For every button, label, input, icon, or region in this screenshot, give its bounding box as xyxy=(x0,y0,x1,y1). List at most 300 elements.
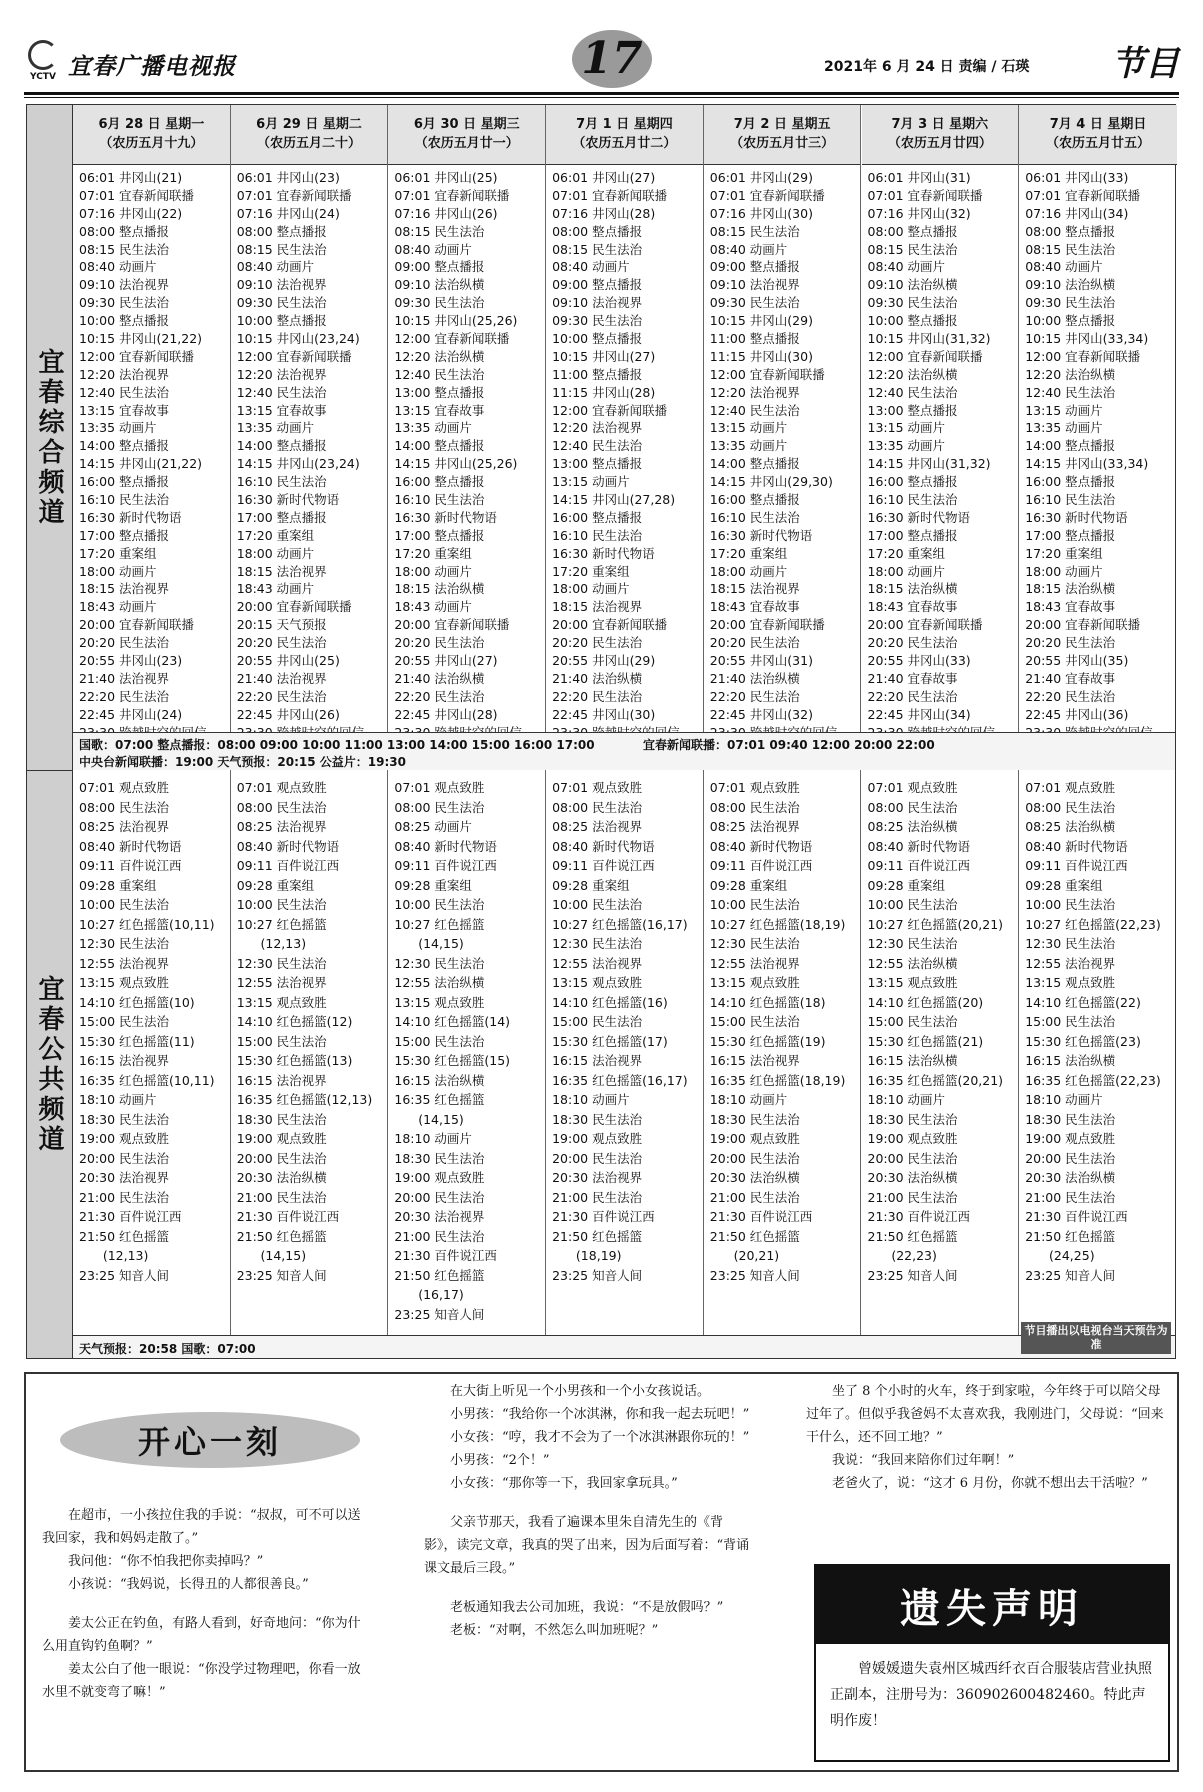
program-item: 13:15 观点致胜 xyxy=(1025,975,1116,990)
program-item: 12:30 民生法治 xyxy=(79,936,169,951)
program-item: 13:15 动画片 xyxy=(1025,402,1103,418)
program-item: 15:00 民生法治 xyxy=(1025,1014,1116,1029)
program-item: 08:40 新时代物语 xyxy=(552,838,655,854)
program-item: 20:00 宜春新闻联播 xyxy=(709,617,825,633)
program-item: 08:15 民生法治 xyxy=(709,223,800,239)
program-item: 06:01 井冈山(25) xyxy=(394,170,498,185)
program-item: 08:25 动画片 xyxy=(394,819,472,834)
program-item: 20:20 民生法治 xyxy=(867,635,958,651)
program-item: 08:00 民生法治 xyxy=(709,799,800,815)
program-item: 13:15 观点致胜 xyxy=(552,975,643,990)
program-item: 19:00 观点致胜 xyxy=(552,1131,643,1146)
program-item: 12:00 宜春新闻联播 xyxy=(709,366,825,382)
program-item: 10:27 红色摇篮(22,23) xyxy=(1025,916,1161,932)
program-item: 14:00 整点播报 xyxy=(709,456,800,472)
program-item: 06:01 井冈山(21) xyxy=(79,170,183,185)
program-item: 14:10 红色摇篮(12) xyxy=(236,1014,353,1029)
program-item: 09:30 民生法治 xyxy=(552,313,643,329)
program-item: 18:30 民生法治 xyxy=(394,1150,485,1166)
program-item: 21:50 红色摇篮 xyxy=(709,1228,800,1244)
program-item: 20:55 井冈山(23) xyxy=(79,653,183,669)
program-item: 07:01 宜春新闻联播 xyxy=(867,187,983,203)
program-item: 18:00 动画片 xyxy=(394,563,472,579)
program-item: 07:01 宜春新闻联播 xyxy=(552,187,668,203)
channel1-notes xyxy=(73,732,1175,770)
program-item: 14:00 整点播报 xyxy=(1025,438,1116,454)
program-item: 08:40 新时代物语 xyxy=(394,838,497,854)
channel2-notes xyxy=(73,1324,1175,1358)
joke-paragraph: 小女孩：“哼，我才不会为了一个冰淇淋跟你玩的！” xyxy=(450,1430,750,1445)
program-item: 13:15 观点致胜 xyxy=(709,975,800,990)
program-item: 14:15 井冈山(33,34) xyxy=(1025,456,1149,472)
program-item: 08:40 新时代物语 xyxy=(236,838,340,854)
program-item: 09:28 重案组 xyxy=(79,877,157,893)
program-item: 21:40 法治纵横 xyxy=(552,670,643,686)
program-item: 12:00 宜春新闻联播 xyxy=(552,402,668,418)
joke-paragraph: 父亲节那天，我看了遍课本里朱自清先生的《背影》，读完文章，我真的哭了出来，因为后面写着：“背诵课文最后三段。” xyxy=(424,1515,750,1576)
program-item: 20:00 宜春新闻联播 xyxy=(79,617,194,633)
program-item: 20:15 天气预报 xyxy=(236,617,327,633)
program-list xyxy=(394,778,543,1324)
day-lunar: （农历五月廿二） xyxy=(572,136,677,151)
program-item: 09:00 整点播报 xyxy=(394,259,485,275)
program-item: 20:00 民生法治 xyxy=(709,1150,800,1166)
program-item: 09:11 百件说江西 xyxy=(1025,858,1128,873)
program-item: 16:15 法治视界 xyxy=(236,1072,327,1088)
program-item: 08:25 法治视界 xyxy=(236,819,327,834)
program-item: 10:00 民生法治 xyxy=(394,897,485,912)
program-list xyxy=(237,169,386,742)
program-item: 08:00 整点播报 xyxy=(867,223,958,239)
program-item: 09:28 重案组 xyxy=(552,877,630,893)
program-item: 07:01 观点致胜 xyxy=(79,780,169,795)
program-item: 12:20 法治视界 xyxy=(709,384,800,400)
program-item: 16:10 民生法治 xyxy=(79,492,169,508)
program-item: 22:45 井冈山(30) xyxy=(552,706,656,722)
program-item: 18:30 民生法治 xyxy=(1025,1111,1116,1127)
program-item: 09:28 重案组 xyxy=(867,877,945,893)
program-list xyxy=(237,778,386,1285)
program-item: 20:00 民生法治 xyxy=(552,1150,643,1166)
program-item: 12:40 民生法治 xyxy=(394,366,485,382)
program-item: 07:01 宜春新闻联播 xyxy=(394,187,510,203)
program-item: 22:45 井冈山(26) xyxy=(236,706,340,722)
program-item: 12:55 法治视界 xyxy=(1025,955,1116,971)
program-item: 13:15 观点致胜 xyxy=(236,994,327,1010)
program-item: 21:30 百件说江西 xyxy=(394,1248,497,1263)
program-item: 13:15 动画片 xyxy=(709,420,788,436)
program-item: 15:00 民生法治 xyxy=(79,1014,169,1029)
program-item: 21:40 法治视界 xyxy=(236,670,327,686)
day-lunar: （农历五月十九） xyxy=(99,136,204,151)
program-item: 15:30 红色摇篮(23) xyxy=(1025,1033,1141,1049)
program-item: 07:16 井冈山(24) xyxy=(236,205,340,221)
program-item: 12:40 民生法治 xyxy=(709,402,800,418)
humor-column-3 xyxy=(806,1380,1168,1495)
program-item: 21:00 民生法治 xyxy=(867,1189,958,1205)
program-item: 08:40 动画片 xyxy=(867,259,945,275)
program-item: 16:00 整点播报 xyxy=(867,474,958,490)
notes-line-1: 国歌：07:00 整点播报：08:00 09:00 10:00 11:00 13:00 14:00 15:00 16:00 17:00 xyxy=(79,738,595,752)
program-item: 09:10 法治纵横 xyxy=(867,277,958,293)
humor-title: 开心一刻 xyxy=(60,1412,360,1468)
program-item: 12:20 法治纵横 xyxy=(394,348,485,364)
day-date: 6月 28 日 星期一 xyxy=(98,117,205,132)
program-item: 18:00 动画片 xyxy=(867,563,945,579)
program-item: 08:40 新时代物语 xyxy=(1025,838,1128,854)
program-item: 19:00 观点致胜 xyxy=(709,1131,800,1146)
program-item: 20:00 宜春新闻联播 xyxy=(867,617,983,633)
program-item: 22:45 井冈山(24) xyxy=(79,706,183,722)
program-item: 13:35 动画片 xyxy=(394,420,472,436)
program-item: 09:10 法治视界 xyxy=(79,277,169,293)
program-item: 16:00 整点播报 xyxy=(394,474,485,490)
program-item: 15:30 红色摇篮(15) xyxy=(394,1053,511,1068)
program-item: 22:45 井冈山(34) xyxy=(867,706,971,722)
program-item: 14:10 红色摇篮(18) xyxy=(709,994,826,1010)
page-number: 17 xyxy=(572,30,652,88)
lost-notice-title: 遗失声明 xyxy=(816,1566,1168,1644)
paper-name: 宜春广播电视报 xyxy=(68,53,236,80)
program-item: 07:01 宜春新闻联播 xyxy=(79,187,194,203)
program-item: 07:01 观点致胜 xyxy=(236,780,327,795)
program-item: 18:30 民生法治 xyxy=(236,1111,327,1127)
program-item: 20:00 宜春新闻联播 xyxy=(394,617,510,633)
program-item: 11:15 井冈山(30) xyxy=(709,348,813,364)
program-item: 07:01 宜春新闻联播 xyxy=(709,187,825,203)
program-item: 23:25 知音人间 xyxy=(394,1306,485,1322)
program-item: 18:15 法治视界 xyxy=(552,599,643,615)
program-item: 14:10 红色摇篮(16) xyxy=(552,994,668,1010)
program-item: 21:50 红色摇篮 xyxy=(394,1267,485,1283)
program-item: 13:15 宜春故事 xyxy=(79,402,169,418)
program-item: 21:50 红色摇篮 xyxy=(552,1228,643,1244)
joke-paragraph: 小女孩：“那你等一下，我回家拿玩具。” xyxy=(450,1476,678,1491)
program-item: 08:25 法治纵横 xyxy=(1025,819,1116,834)
program-item: 17:00 整点播报 xyxy=(867,527,958,543)
program-item: 17:20 重案组 xyxy=(236,527,315,543)
program-item: 17:20 重案组 xyxy=(394,545,472,561)
channel-label-2: 宜春公共频道 xyxy=(27,770,73,1358)
program-item: 10:00 整点播报 xyxy=(79,313,169,329)
program-item: (12,13) xyxy=(236,936,307,951)
program-item: 10:00 整点播报 xyxy=(236,313,327,329)
program-list xyxy=(1025,169,1175,742)
program-item: 12:20 法治纵横 xyxy=(1025,366,1116,382)
program-item: 12:30 民生法治 xyxy=(867,936,958,951)
program-item: 12:55 法治纵横 xyxy=(867,955,958,971)
program-item: 14:10 红色摇篮(10) xyxy=(79,994,195,1010)
bottom-section xyxy=(24,1372,1179,1772)
lost-notice xyxy=(814,1564,1170,1762)
program-item: 07:16 井冈山(32) xyxy=(867,205,971,221)
program-item: 10:15 井冈山(33,34) xyxy=(1025,331,1149,347)
program-item: 16:10 民生法治 xyxy=(1025,492,1116,508)
program-item: 16:15 法治视界 xyxy=(79,1053,169,1068)
program-item: 17:20 重案组 xyxy=(1025,545,1103,561)
joke-paragraph: 在超市，一小孩拉住我的手说：“叔叔，可不可以送我回家，我和妈妈走散了。” xyxy=(42,1508,361,1546)
program-item: 21:00 民生法治 xyxy=(1025,1189,1116,1205)
program-item: 10:00 民生法治 xyxy=(867,897,958,912)
program-item: 06:01 井冈山(31) xyxy=(867,170,971,185)
program-item: 20:00 民生法治 xyxy=(236,1150,327,1166)
program-item: 10:15 井冈山(31,32) xyxy=(867,331,991,347)
program-item: 23:25 知音人间 xyxy=(867,1267,958,1283)
program-item: 09:11 百件说江西 xyxy=(236,858,340,873)
program-item: 20:00 宜春新闻联播 xyxy=(552,617,668,633)
program-item: 15:30 红色摇篮(11) xyxy=(79,1033,195,1049)
program-item: 10:15 井冈山(23,24) xyxy=(236,331,360,347)
day-column xyxy=(388,770,546,1335)
joke-paragraph: 坐了 8 个小时的火车，终于到家啦，今年终于可以陪父母过年了。但似乎我爸妈不太喜欢我，我刚进门，父母说：“回来干什么，还不回工地？” xyxy=(806,1384,1164,1445)
program-list xyxy=(710,778,859,1285)
program-item: 16:00 整点播报 xyxy=(552,509,643,525)
program-item: 17:20 重案组 xyxy=(79,545,157,561)
program-item: 14:15 井冈山(21,22) xyxy=(79,456,203,472)
program-item: 09:11 百件说江西 xyxy=(552,858,655,873)
header-rule xyxy=(24,92,1179,95)
program-item: 10:27 红色摇篮 xyxy=(394,916,485,932)
program-item: 10:00 民生法治 xyxy=(709,897,800,912)
program-item: 20:55 井冈山(35) xyxy=(1025,653,1129,669)
program-item: 19:00 观点致胜 xyxy=(236,1131,327,1146)
program-item: 10:27 红色摇篮(10,11) xyxy=(79,916,215,932)
program-item: (14,15) xyxy=(394,936,464,951)
program-item: 07:16 井冈山(22) xyxy=(79,205,183,221)
joke-paragraph: 姜太公正在钓鱼，有路人看到，好奇地问：“你为什么用直钩钓鱼啊？” xyxy=(42,1616,361,1654)
day-lunar: （农历五月廿三） xyxy=(730,136,835,151)
program-item: 10:15 井冈山(27) xyxy=(552,348,656,364)
day-lunar: （农历五月二十） xyxy=(257,136,362,151)
program-list xyxy=(552,169,701,742)
program-item: 08:25 法治视界 xyxy=(79,819,169,834)
program-item: 21:50 红色摇篮 xyxy=(79,1228,169,1244)
program-item: 12:30 民生法治 xyxy=(1025,936,1116,951)
program-item: 12:55 法治视界 xyxy=(709,955,800,971)
program-item: 16:10 民生法治 xyxy=(394,492,485,508)
day-header xyxy=(388,105,545,165)
program-item: 18:43 动画片 xyxy=(394,599,472,615)
program-item: 21:40 宜春故事 xyxy=(867,670,958,686)
program-item: 12:00 宜春新闻联播 xyxy=(867,348,983,364)
program-item: 08:40 动画片 xyxy=(79,259,157,275)
program-item: 07:16 井冈山(30) xyxy=(709,205,813,221)
program-item: 16:35 红色摇篮(16,17) xyxy=(552,1072,688,1088)
program-item: 18:30 民生法治 xyxy=(552,1111,643,1127)
program-item: 09:30 民生法治 xyxy=(1025,295,1116,311)
program-item: 08:15 民生法治 xyxy=(79,241,169,257)
program-item: 08:15 民生法治 xyxy=(1025,241,1116,257)
program-item: 13:00 整点播报 xyxy=(867,402,958,418)
program-item: 20:55 井冈山(33) xyxy=(867,653,971,669)
program-item: 09:30 民生法治 xyxy=(79,295,169,311)
program-item: 16:15 法治纵横 xyxy=(867,1053,958,1068)
program-item: 18:10 动画片 xyxy=(79,1092,157,1107)
header-rule-thin xyxy=(24,97,1179,98)
program-item: 21:30 百件说江西 xyxy=(1025,1209,1128,1224)
program-item: 23:25 知音人间 xyxy=(79,1267,169,1283)
day-header xyxy=(73,105,230,165)
program-item: 20:30 法治纵横 xyxy=(709,1170,800,1185)
program-item: 09:11 百件说江西 xyxy=(79,858,182,873)
program-item: 07:16 井冈山(26) xyxy=(394,205,498,221)
program-item: 18:15 法治纵横 xyxy=(1025,581,1116,597)
program-list xyxy=(868,169,1017,742)
program-item: 09:11 百件说江西 xyxy=(867,858,970,873)
program-item: 22:45 井冈山(32) xyxy=(709,706,813,722)
program-item: 20:00 宜春新闻联播 xyxy=(236,599,352,615)
program-item: 07:01 观点致胜 xyxy=(867,780,958,795)
joke-paragraph: 姜太公白了他一眼说：“你没学过物理吧，你看一放水里不就变弯了嘛！” xyxy=(42,1662,361,1700)
program-item: 13:35 动画片 xyxy=(236,420,315,436)
notes-ch2: 天气预报：20:58 国歌：07:00 xyxy=(79,1342,256,1356)
program-item: 09:10 法治视界 xyxy=(552,295,643,311)
program-item: 10:27 红色摇篮(18,19) xyxy=(709,916,846,932)
program-item: 15:00 民生法治 xyxy=(709,1014,800,1029)
program-item: 20:00 民生法治 xyxy=(1025,1150,1116,1166)
program-item: 18:00 动画片 xyxy=(236,545,315,561)
program-item: 18:15 法治视界 xyxy=(709,581,800,597)
program-item: 09:10 法治视界 xyxy=(709,277,800,293)
program-item: (12,13) xyxy=(79,1248,149,1263)
program-item: 08:40 新时代物语 xyxy=(709,838,813,854)
program-item: 12:20 法治视界 xyxy=(552,420,643,436)
joke-paragraph: 老爸火了，说：“这才 6 月份，你就不想出去干活啦？” xyxy=(832,1476,1148,1491)
program-item: 18:30 民生法治 xyxy=(709,1111,800,1127)
program-item: 21:30 百件说江西 xyxy=(552,1209,655,1224)
program-item: 08:15 民生法治 xyxy=(236,241,327,257)
program-item: 21:00 民生法治 xyxy=(552,1189,643,1205)
program-item: 22:20 民生法治 xyxy=(552,688,643,704)
lost-notice-body: 曾媛媛遗失袁州区城西纤衣百合服装店营业执照正副本，注册号为：360902600482460。特此声明作废！ xyxy=(830,1661,1152,1729)
program-item: (20,21) xyxy=(709,1248,780,1263)
program-item: 18:43 宜春故事 xyxy=(867,599,958,615)
program-item: (22,23) xyxy=(867,1248,937,1263)
program-item: 18:10 动画片 xyxy=(867,1092,945,1107)
program-item: 21:50 红色摇篮 xyxy=(236,1228,327,1244)
program-item: 13:35 动画片 xyxy=(1025,420,1103,436)
program-item: 09:28 重案组 xyxy=(709,877,788,893)
program-item: 19:00 观点致胜 xyxy=(1025,1131,1116,1146)
program-item: 15:30 红色摇篮(19) xyxy=(709,1033,826,1049)
program-item: 09:28 重案组 xyxy=(394,877,472,893)
program-item: 22:45 井冈山(36) xyxy=(1025,706,1129,722)
program-item: 08:00 民生法治 xyxy=(1025,799,1116,815)
program-item: 17:00 整点播报 xyxy=(394,527,485,543)
program-item: 15:30 红色摇篮(13) xyxy=(236,1053,353,1068)
program-item: 09:10 法治视界 xyxy=(236,277,327,293)
day-lunar: （农历五月廿四） xyxy=(887,136,992,151)
program-item: 13:15 观点致胜 xyxy=(867,975,958,990)
program-item: 09:30 民生法治 xyxy=(867,295,958,311)
program-item: 09:30 民生法治 xyxy=(394,295,485,311)
program-item: 15:00 民生法治 xyxy=(394,1033,485,1049)
program-item: 16:10 民生法治 xyxy=(867,492,958,508)
program-item: 08:00 民生法治 xyxy=(867,799,958,815)
program-item: 18:15 法治纵横 xyxy=(394,581,485,597)
program-item: 08:25 法治视界 xyxy=(709,819,800,834)
program-item: 20:00 民生法治 xyxy=(867,1150,958,1166)
program-item: 15:30 红色摇篮(17) xyxy=(552,1033,668,1049)
program-item: 10:15 井冈山(29) xyxy=(709,313,813,329)
program-item: 12:20 法治视界 xyxy=(79,366,169,382)
program-item: 12:30 民生法治 xyxy=(552,936,643,951)
program-item: 22:20 民生法治 xyxy=(236,688,327,704)
joke-paragraph: 我说：“我回来陪你们过年啊！” xyxy=(832,1453,1015,1468)
program-item: 13:00 整点播报 xyxy=(394,384,485,400)
program-item: 20:20 民生法治 xyxy=(79,635,169,651)
program-item: 20:00 宜春新闻联播 xyxy=(1025,617,1141,633)
day-header xyxy=(231,105,388,165)
program-item: 07:01 观点致胜 xyxy=(1025,780,1116,795)
day-column xyxy=(231,105,389,732)
program-item: 16:30 新时代物语 xyxy=(1025,509,1128,525)
program-item: 23:25 知音人间 xyxy=(1025,1267,1116,1283)
program-item: 10:00 整点播报 xyxy=(552,331,643,347)
program-item: 08:40 新时代物语 xyxy=(79,838,182,854)
program-item: 21:30 百件说江西 xyxy=(709,1209,813,1224)
program-item: 16:30 新时代物语 xyxy=(709,527,813,543)
program-item: 16:30 新时代物语 xyxy=(552,545,655,561)
program-item: 10:27 红色摇篮 xyxy=(236,916,327,932)
joke-paragraph: 我问他：“你不怕我把你卖掉吗？” xyxy=(68,1554,264,1569)
program-item: 12:40 民生法治 xyxy=(1025,384,1116,400)
program-item: 08:40 动画片 xyxy=(709,241,788,257)
program-item: 08:00 民生法治 xyxy=(79,799,169,815)
day-column xyxy=(546,770,704,1335)
program-item: 19:00 观点致胜 xyxy=(867,1131,958,1146)
program-item: 07:01 宜春新闻联播 xyxy=(236,187,352,203)
program-item: 22:20 民生法治 xyxy=(79,688,169,704)
program-item: 23:25 知音人间 xyxy=(709,1267,800,1283)
program-item: 17:20 重案组 xyxy=(709,545,788,561)
program-item: 18:15 法治视界 xyxy=(236,563,327,579)
program-item: 10:15 井冈山(25,26) xyxy=(394,313,518,329)
program-item: 14:15 井冈山(23,24) xyxy=(236,456,360,472)
program-item: 10:27 红色摇篮(16,17) xyxy=(552,916,688,932)
program-item: 16:30 新时代物语 xyxy=(79,509,182,525)
program-item: 21:00 民生法治 xyxy=(79,1189,169,1205)
program-item: 12:30 民生法治 xyxy=(394,955,485,971)
program-item: 12:30 民生法治 xyxy=(709,936,800,951)
program-item: 19:00 观点致胜 xyxy=(394,1170,485,1185)
program-item: 13:35 动画片 xyxy=(79,420,157,436)
program-item: 09:00 整点播报 xyxy=(709,259,800,275)
program-item: 20:20 民生法治 xyxy=(394,635,485,651)
program-item: 21:00 民生法治 xyxy=(394,1228,485,1244)
program-item: 12:00 宜春新闻联播 xyxy=(1025,348,1141,364)
day-column xyxy=(862,105,1020,732)
joke-paragraph: 小男孩：“2个！” xyxy=(450,1453,550,1468)
program-item: 16:30 新时代物语 xyxy=(867,509,970,525)
program-item: 14:00 整点播报 xyxy=(79,438,169,454)
program-item: 08:00 民生法治 xyxy=(394,799,485,815)
program-item: 22:20 民生法治 xyxy=(867,688,958,704)
day-date: 7月 4 日 星期日 xyxy=(1049,117,1147,132)
program-item: 07:16 井冈山(34) xyxy=(1025,205,1129,221)
program-item: 13:15 宜春故事 xyxy=(394,402,485,418)
program-item: 10:00 民生法治 xyxy=(79,897,169,912)
program-item: 06:01 井冈山(29) xyxy=(709,170,813,185)
program-item: 14:10 红色摇篮(22) xyxy=(1025,994,1141,1010)
day-column xyxy=(1019,770,1177,1335)
program-item: 12:30 民生法治 xyxy=(236,955,327,971)
program-item: 12:55 法治视界 xyxy=(79,955,169,971)
program-item: 12:20 法治视界 xyxy=(236,366,327,382)
program-item: 06:01 井冈山(23) xyxy=(236,170,340,185)
day-date: 6月 29 日 星期二 xyxy=(256,117,362,132)
day-column xyxy=(704,105,862,732)
